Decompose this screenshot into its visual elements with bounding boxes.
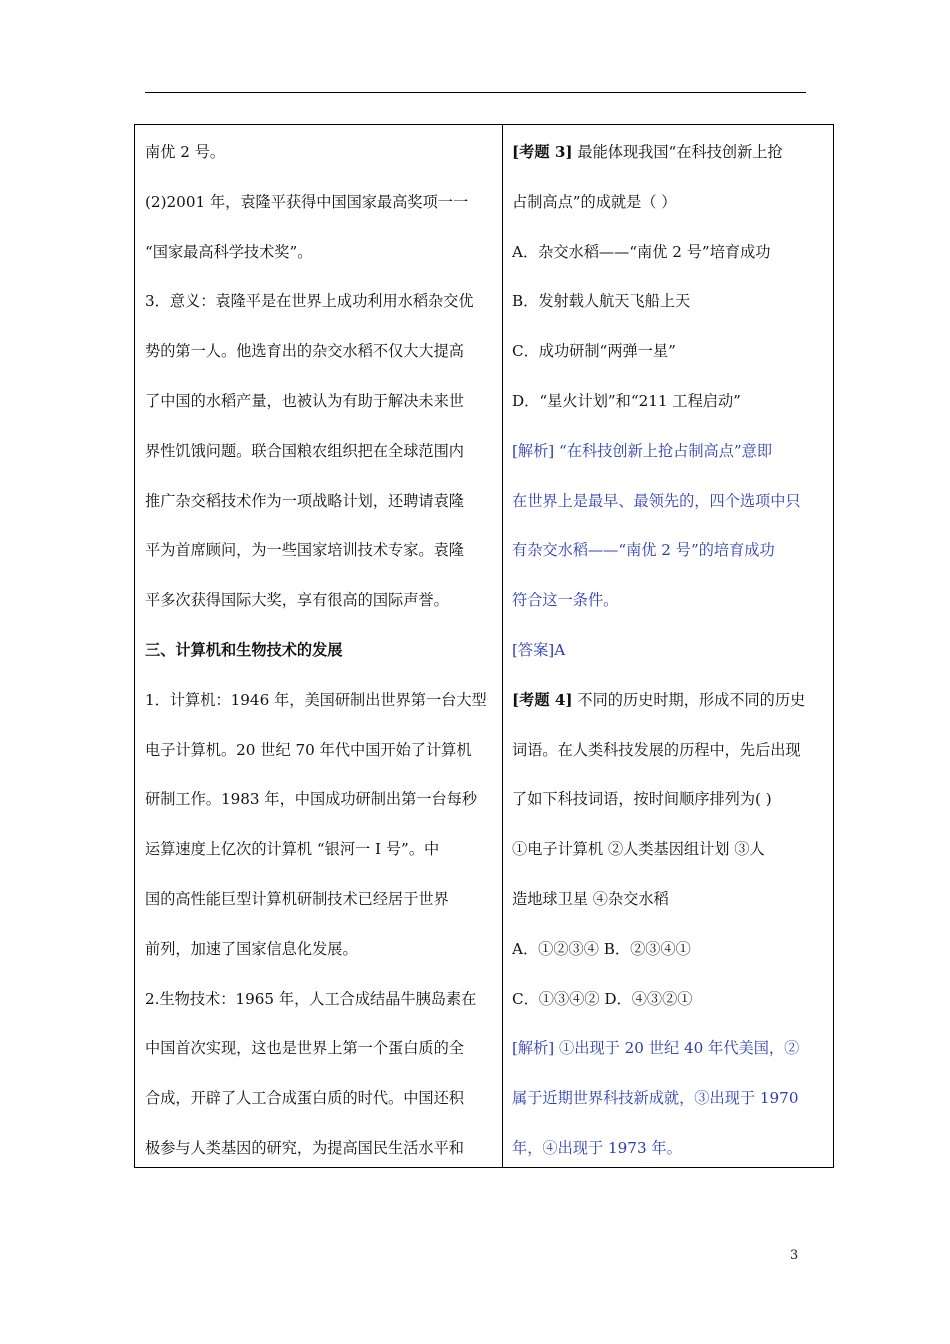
analysis-line: 符合这一条件。 (512, 591, 619, 610)
text-line: 1．计算机：1946 年，美国研制出世界第一台大型 (145, 690, 487, 709)
text-line: 前列，加速了国家信息化发展。 (145, 939, 358, 958)
answer-line: [答案]A (512, 640, 566, 659)
column-divider (502, 124, 503, 1168)
right-column (512, 128, 830, 1174)
text-line: 词语。在人类科技发展的历程中，先后出现 (512, 740, 801, 759)
text-line: 势的第一人。他选育出的杂交水稻不仅大大提高 (145, 342, 464, 361)
text-line: 3．意义：袁隆平是在世界上成功利用水稻杂交优 (145, 292, 474, 311)
text-line: 研制工作。1983 年，中国成功研制出第一台每秒 (145, 790, 478, 809)
text-line: 2.生物技术：1965 年，人工合成结晶牛胰岛素在 (145, 989, 477, 1008)
question-items: ①电子计算机 ②人类基因组计划 ③人 (512, 840, 765, 859)
analysis-line: 在世界上是最早、最领先的，四个选项中只 (512, 491, 801, 510)
analysis-line: 属于近期世界科技新成就，③出现于 1970 (512, 1089, 799, 1108)
option-b: B．发射载人航天飞船上天 (512, 292, 691, 311)
question-3-tag: [考题 3] (512, 143, 573, 161)
question-3-stem: [考题 3] 最能体现我国“在科技创新上抢 (512, 143, 783, 161)
options-row: C．①③④② D．④③②① (512, 989, 693, 1008)
header-rule (145, 92, 806, 93)
text-line: 中国首次实现，这也是世界上第一个蛋白质的全 (145, 1039, 464, 1058)
text-line: 电子计算机。20 世纪 70 年代中国开始了计算机 (145, 740, 472, 759)
text-line: 了如下科技词语，按时间顺序排列为( ) (512, 790, 772, 809)
text-line: 国的高性能巨型计算机研制技术已经居于世界 (145, 889, 449, 908)
text-line: 平为首席顾问，为一些国家培训技术专家。袁隆 (145, 541, 464, 560)
left-column (145, 128, 498, 1174)
text-line: (2)2001 年，袁隆平获得中国国家最高奖项一一 (145, 192, 469, 211)
text-line: 占制高点”的成就是（ ） (512, 192, 677, 211)
text-line: “国家最高科学技术奖”。 (145, 242, 313, 261)
text-line: 运算速度上亿次的计算机 “银河一 I 号”。中 (145, 840, 440, 859)
question-items: 造地球卫星 ④杂交水稻 (512, 889, 669, 908)
question-4-tag: [考题 4] (512, 690, 573, 709)
analysis-line: [解析] “在科技创新上抢占制高点”意即 (512, 441, 773, 460)
option-c: C．成功研制“两弹一星” (512, 342, 676, 361)
text-line: 平多次获得国际大奖，享有很高的国际声誉。 (145, 591, 449, 610)
section-heading: 三、计算机和生物技术的发展 (145, 640, 343, 659)
option-a: A．杂交水稻——“南优 2 号”培育成功 (512, 242, 771, 261)
analysis-line: [解析] ①出现于 20 世纪 40 年代美国，② (512, 1039, 800, 1058)
text-line: 南优 2 号。 (145, 143, 226, 161)
page-number: 3 (790, 1248, 799, 1263)
text-line: 界性饥饿问题。联合国粮农组织把在全球范围内 (145, 441, 464, 460)
options-row: A．①②③④ B．②③④① (512, 939, 691, 958)
option-d: D．“星火计划”和“211 工程启动” (512, 391, 741, 410)
text-line: 合成，开辟了人工合成蛋白质的时代。中国还积 (145, 1089, 464, 1108)
text-line: 了中国的水稻产量，也被认为有助于解决未来世 (145, 391, 464, 410)
analysis-line: 有杂交水稻——“南优 2 号”的培育成功 (512, 541, 775, 560)
analysis-line: 年，④出现于 1973 年。 (512, 1138, 682, 1157)
text-line: 推广杂交稻技术作为一项战略计划，还聘请袁隆 (145, 491, 464, 510)
question-4-stem: [考题 4] 不同的历史时期，形成不同的历史 (512, 690, 806, 709)
text-line: 极参与人类基因的研究，为提高国民生活水平和 (145, 1138, 464, 1157)
